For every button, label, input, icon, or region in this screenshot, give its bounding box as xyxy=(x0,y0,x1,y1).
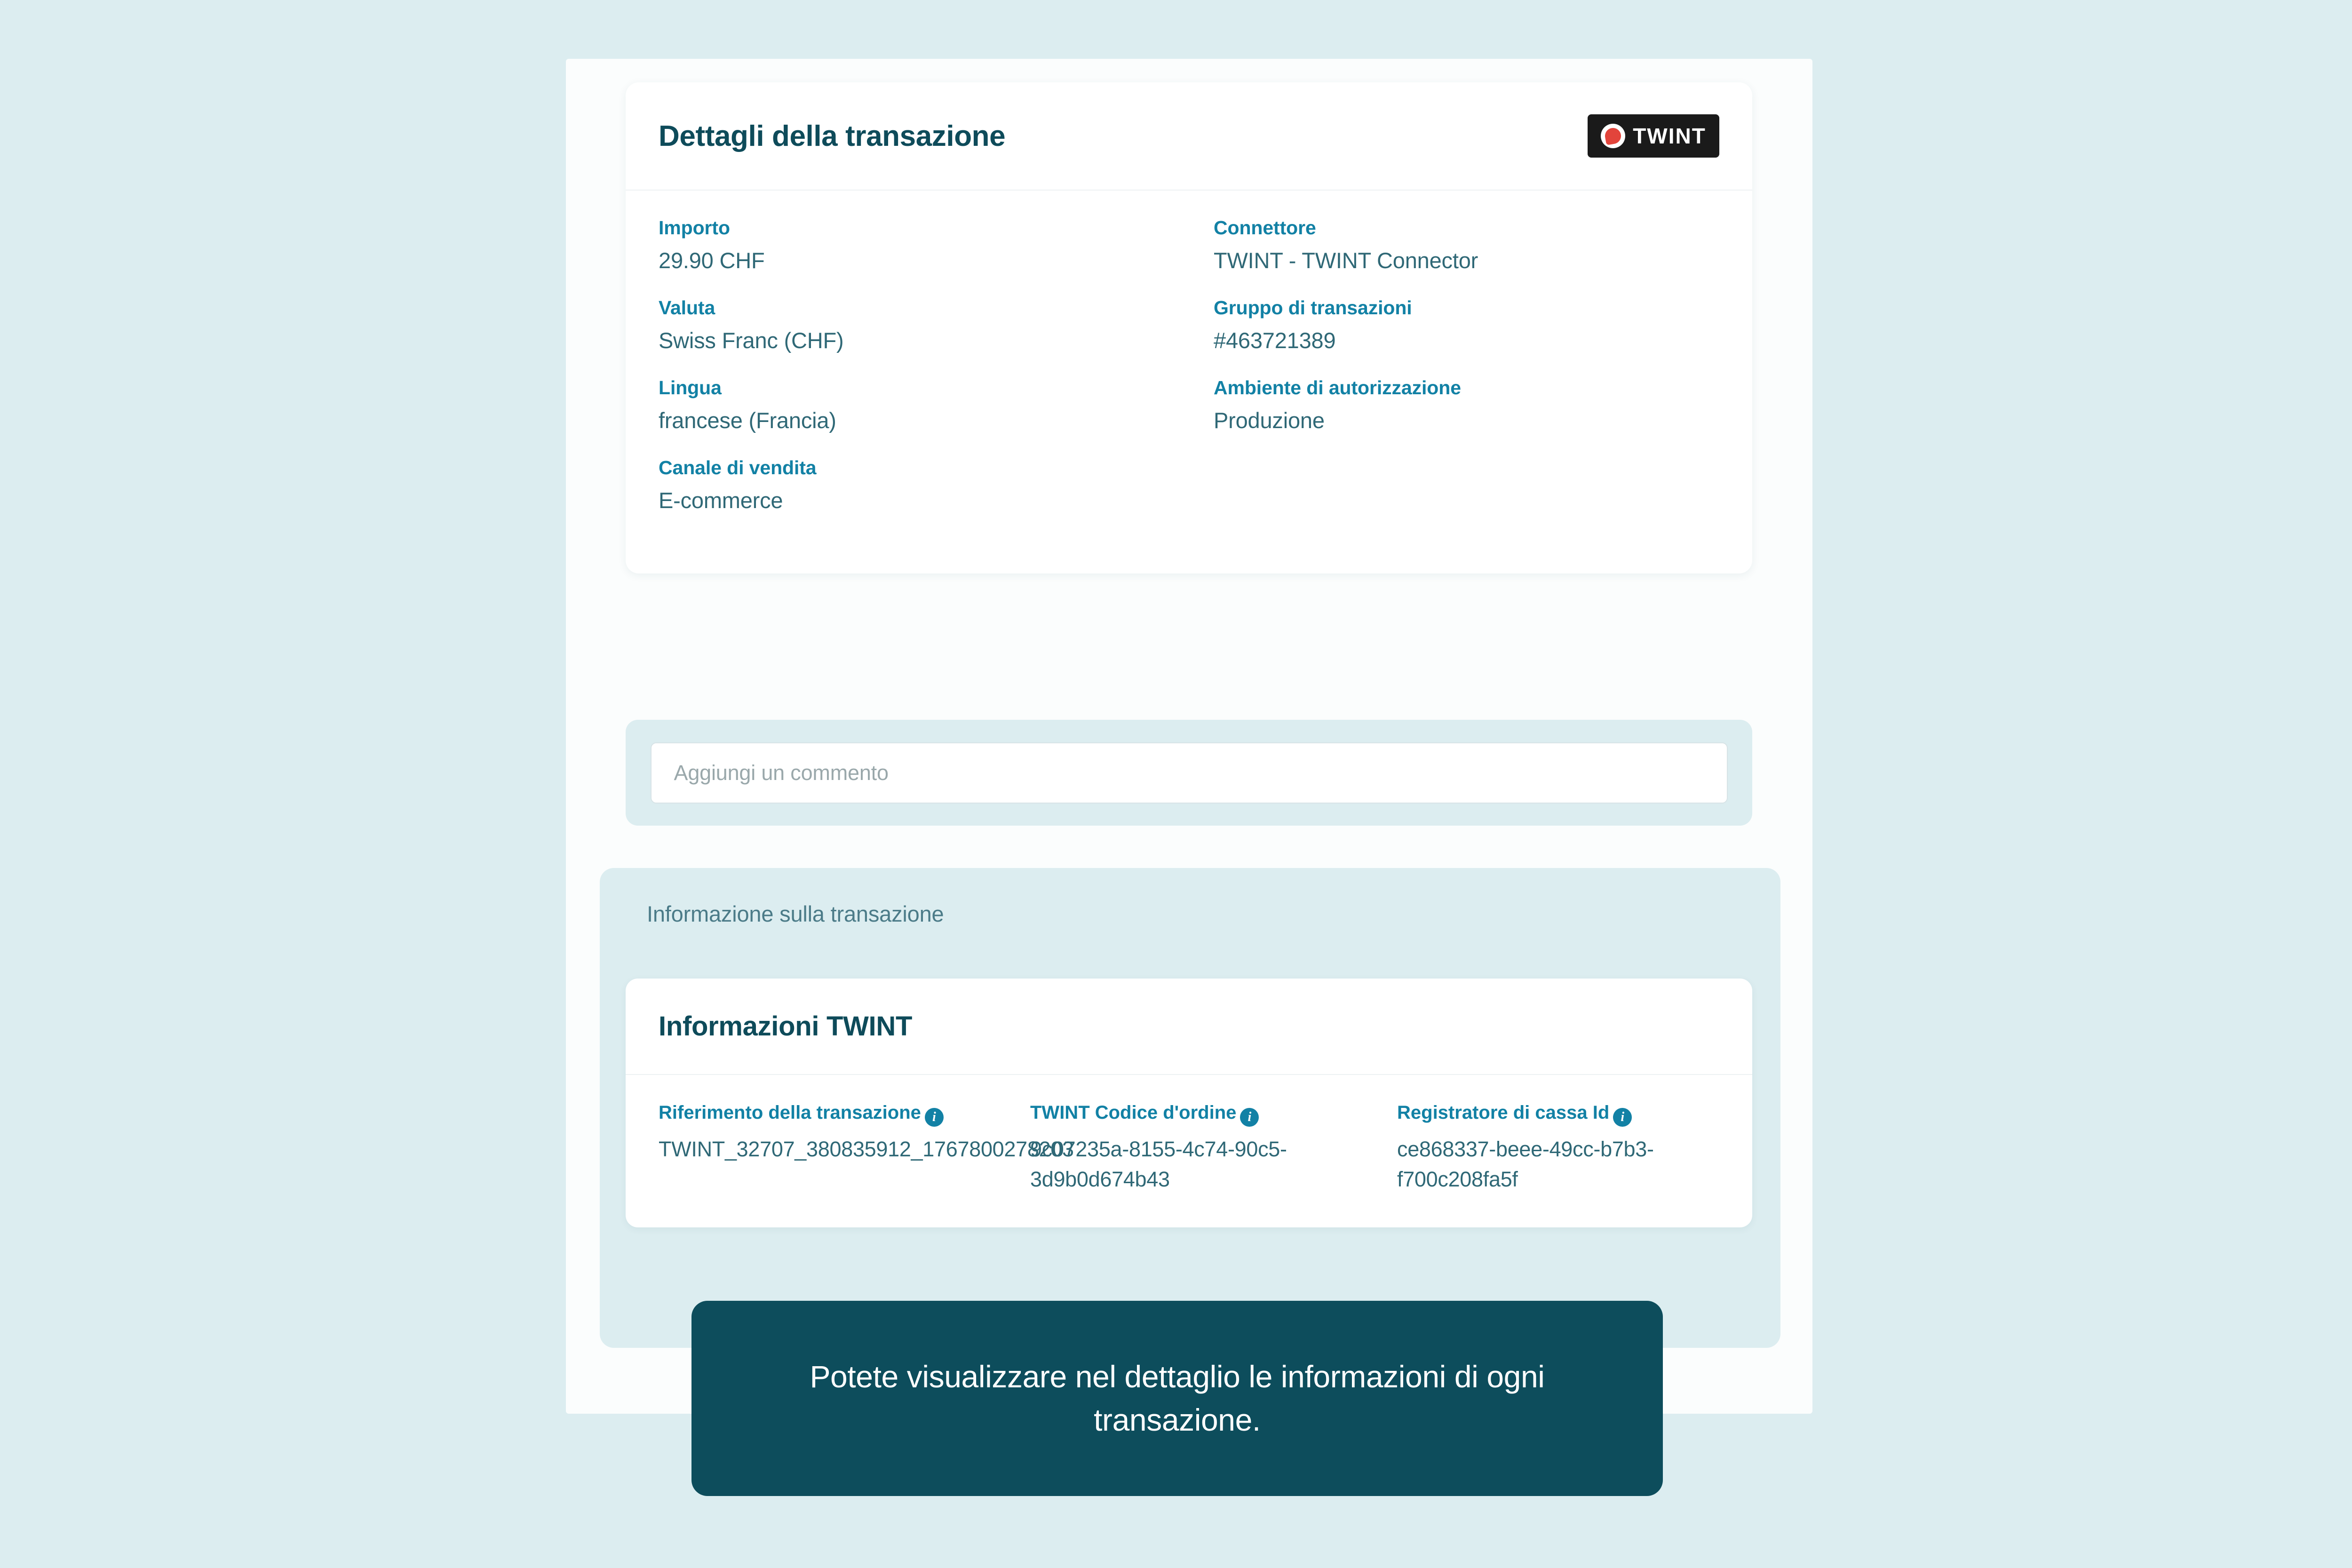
transaction-detail-body xyxy=(626,191,1752,573)
field-ambiente-di-autorizzazione xyxy=(1214,377,1719,433)
field-value: E-commerce xyxy=(659,488,783,513)
info-label-text: Registratore di cassa Id xyxy=(1397,1102,1610,1123)
caption-tooltip xyxy=(691,1301,1663,1496)
field-label: Lingua xyxy=(659,377,722,398)
info-column-transaction-reference xyxy=(659,1099,1074,1194)
comment-input[interactable]: Aggiungi un commento xyxy=(651,742,1728,804)
field-valuta xyxy=(659,297,1214,353)
info-icon[interactable]: i xyxy=(1613,1108,1632,1127)
caption-text: Potete visualizzare nel dettaglio le informazioni di ogni transazione. xyxy=(810,1359,1545,1437)
field-lingua xyxy=(659,377,1214,433)
transaction-detail-card xyxy=(626,82,1752,573)
twint-info-title: Informazioni TWINT xyxy=(659,1011,913,1042)
field-connettore xyxy=(1214,217,1719,273)
field-value: francese (Francia) xyxy=(659,408,836,433)
info-column-order-code xyxy=(1030,1099,1397,1194)
info-value: ce868337-beee-49cc-b7b3-f700c208fa5f xyxy=(1397,1137,1654,1191)
twint-wordmark: TWINT xyxy=(1633,124,1706,148)
transaction-detail-header xyxy=(626,82,1752,191)
field-label: Gruppo di transazioni xyxy=(1214,297,1412,318)
field-label: Connettore xyxy=(1214,217,1316,239)
page-title: Dettagli della transazione xyxy=(659,119,1006,152)
field-value: #463721389 xyxy=(1214,328,1336,353)
twint-info-body xyxy=(626,1075,1752,1227)
field-value: Swiss Franc (CHF) xyxy=(659,328,844,353)
info-icon[interactable]: i xyxy=(925,1108,944,1127)
info-label xyxy=(659,1099,978,1127)
info-column-cash-register-id xyxy=(1397,1099,1719,1194)
info-label-text: TWINT Codice d'ordine xyxy=(1030,1102,1237,1123)
info-icon[interactable]: i xyxy=(1240,1108,1259,1127)
field-value: TWINT - TWINT Connector xyxy=(1214,248,1478,273)
info-value: TWINT_32707_380835912_1767800278203 xyxy=(659,1137,1074,1161)
twint-info-header xyxy=(626,979,1752,1075)
field-gruppo-di-transazioni xyxy=(1214,297,1719,353)
transaction-info-title: Informazione sulla transazione xyxy=(647,901,944,926)
comment-section xyxy=(626,720,1752,826)
detail-column-left xyxy=(659,217,1214,537)
twint-mark-icon xyxy=(1601,124,1625,148)
field-value: 29.90 CHF xyxy=(659,248,765,273)
info-label xyxy=(1397,1099,1717,1127)
field-importo xyxy=(659,217,1214,273)
info-value: 9c07235a-8155-4c74-90c5-3d9b0d674b43 xyxy=(1030,1137,1287,1191)
field-label: Importo xyxy=(659,217,730,239)
field-value: Produzione xyxy=(1214,408,1325,433)
twint-logo xyxy=(1588,114,1719,158)
field-label: Valuta xyxy=(659,297,715,318)
info-label-text: Riferimento della transazione xyxy=(659,1102,921,1123)
twint-info-card xyxy=(626,979,1752,1227)
detail-column-right xyxy=(1214,217,1719,537)
field-label: Ambiente di autorizzazione xyxy=(1214,377,1461,398)
twint-mark-inner-icon xyxy=(1604,127,1622,145)
field-label: Canale di vendita xyxy=(659,457,817,478)
field-canale-di-vendita xyxy=(659,457,1214,513)
info-label xyxy=(1030,1099,1350,1127)
